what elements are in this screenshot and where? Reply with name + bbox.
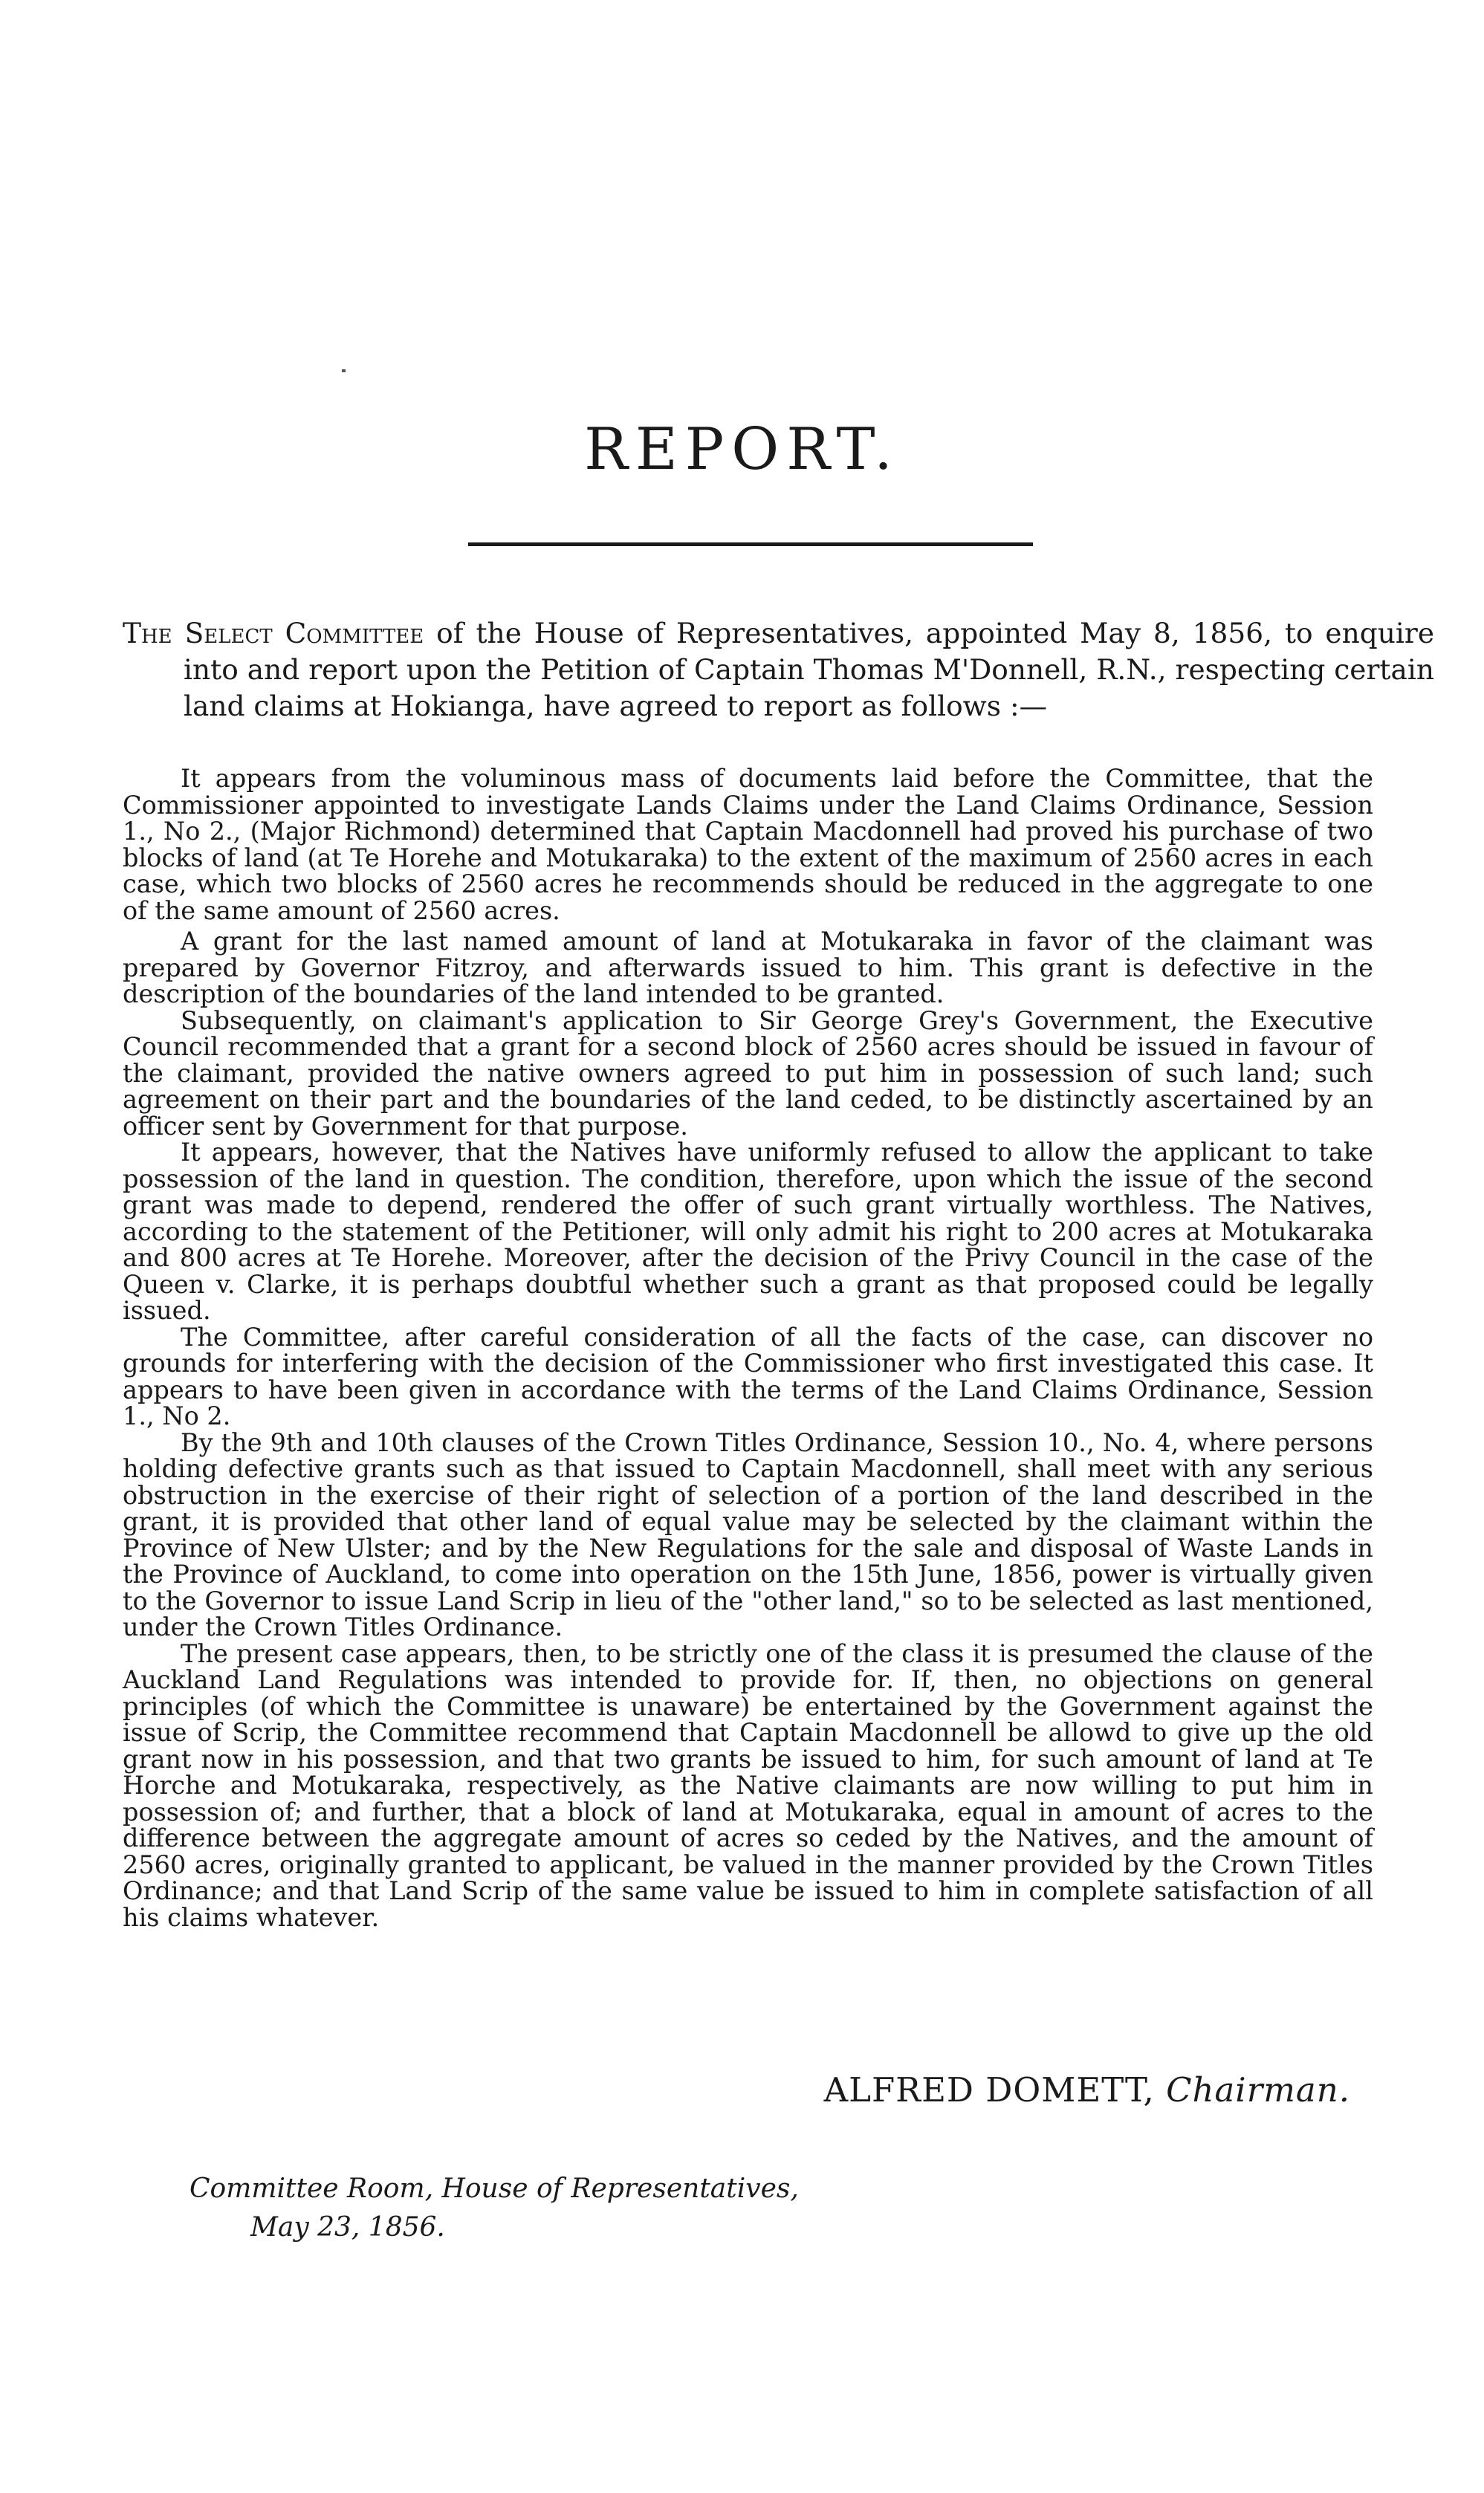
ink-speck [342, 369, 346, 372]
report-body [123, 765, 1373, 1930]
signature [824, 2070, 1350, 2110]
date-line: May 23, 1856. [250, 2212, 445, 2243]
paragraph-7: The present case appears, then, to be strictly one of the class it is presumed the clause of the Auckland Land Regulations was intended to provide for. If, then, no objections on general principles (of which the Committee is unaware) be entertained by the Government against the issue of Scrip, the Committee recommend that Captain Macdonnell be allowd to give up the old grant now in his possession, and that two grants be issued to him, for such amount of land at Te Horche and Motukaraka, respectively, as the Native claimants are now willing to put him in possession of; and further, that a block of land at Motukaraka, equal in amount of acres to the difference between the aggregate amount of acres so ceded by the Natives, and the amount of 2560 acres, originally granted to applicant, be valued in the manner provided by the Crown Titles Ordinance; and that Land Scrip of the same value be issued to him in complete satisfaction of all his claims whatever. [123, 1638, 1373, 1932]
preamble-lead-the: The [123, 617, 172, 649]
paragraph-4: It appears, however, that the Natives have uniformly refused to allow the applicant to take possession of the land in question. The condition, therefore, upon which the issue of the second grant was made to depend, rendered the offer of such grant virtually worthless. The Natives, according to the statement of the Petitioner, will only admit his right to 200 acres at Motukaraka and 800 acres at Te Horehe. Moreover, after the decision of the Privy Council in the case of the Queen v. Clarke, it is perhaps doubtful whether such a grant as that proposed could be legally issued. [123, 1138, 1373, 1325]
page-title: REPORT. [584, 416, 900, 483]
preamble-text: of the House of Representatives, appointed May 8, 1856, to enquire into and report upon the Petition of Captain Thomas M'Donnell, R.N., respecting certain land claims at Hokianga, have agreed to report as follows :— [184, 617, 1435, 722]
preamble-lead-committee: Select Committee [184, 617, 424, 649]
place-and-date [189, 2170, 799, 2247]
paragraph-2: A grant for the last named amount of land at Motukaraka in favor of the claimant was prepared by Governor Fitzroy, and afterwards issued to him. This grant is defective in the description of the boundaries of the land intended to be granted. [123, 927, 1373, 1008]
paragraph-5: The Committee, after careful consideration of all the facts of the case, can discover no grounds for interfering with the decision of the Commissioner who first investigated this case. It appears to have been given in accordance with the terms of the Land Claims Ordinance, Session 1., No 2. [123, 1322, 1373, 1430]
paragraph-6: By the 9th and 10th clauses of the Crown Titles Ordinance, Session 10., No. 4, where persons holding defective grants such as that issued to Captain Macdonnell, shall meet with any serious obstruction in the exercise of their right of selection of a portion of the land described in the grant, it is provided that other land of equal value may be selected by the claimant within the Province of New Ulster; and by the New Regulations for the sale and disposal of Waste Lands in the Province of Auckland, to come into operation on the 15th June, 1856, power is virtually given to the Governor to issue Land Scrip in lieu of the "other land," so to be selected as last mentioned, under the Crown Titles Ordinance. [123, 1427, 1373, 1641]
paragraph-1: It appears from the voluminous mass of documents laid before the Committee, that the Commissioner appointed to investigate Lands Claims under the Land Claims Ordinance, Session 1., No 2., (Major Richmond) determined that Captain Macdonnell had proved his purchase of two blocks of land (at Te Horehe and Motukaraka) to the extent of the maximum of 2560 acres in each case, which two blocks of 2560 acres he recommends should be reduced in the aggregate to one of the same amount of 2560 acres. [123, 764, 1373, 925]
signatory-name: ALFRED DOMETT, [823, 2070, 1155, 2110]
place-line: Committee Room, House of Representatives, [189, 2173, 799, 2204]
title-divider [468, 542, 1033, 546]
preamble [123, 615, 1434, 724]
paragraph-3: Subsequently, on claimant's application to Sir George Grey's Government, the Executive Council recommended that a grant for a second block of 2560 acres should be issued in favour of the claimant, provided the native owners agreed to put him in possession of such land; such agreement on their part and the boundaries of the land ceded, to be distinctly ascertained by an officer sent by Government for that purpose. [123, 1005, 1373, 1141]
signatory-role: Chairman. [1166, 2070, 1350, 2110]
